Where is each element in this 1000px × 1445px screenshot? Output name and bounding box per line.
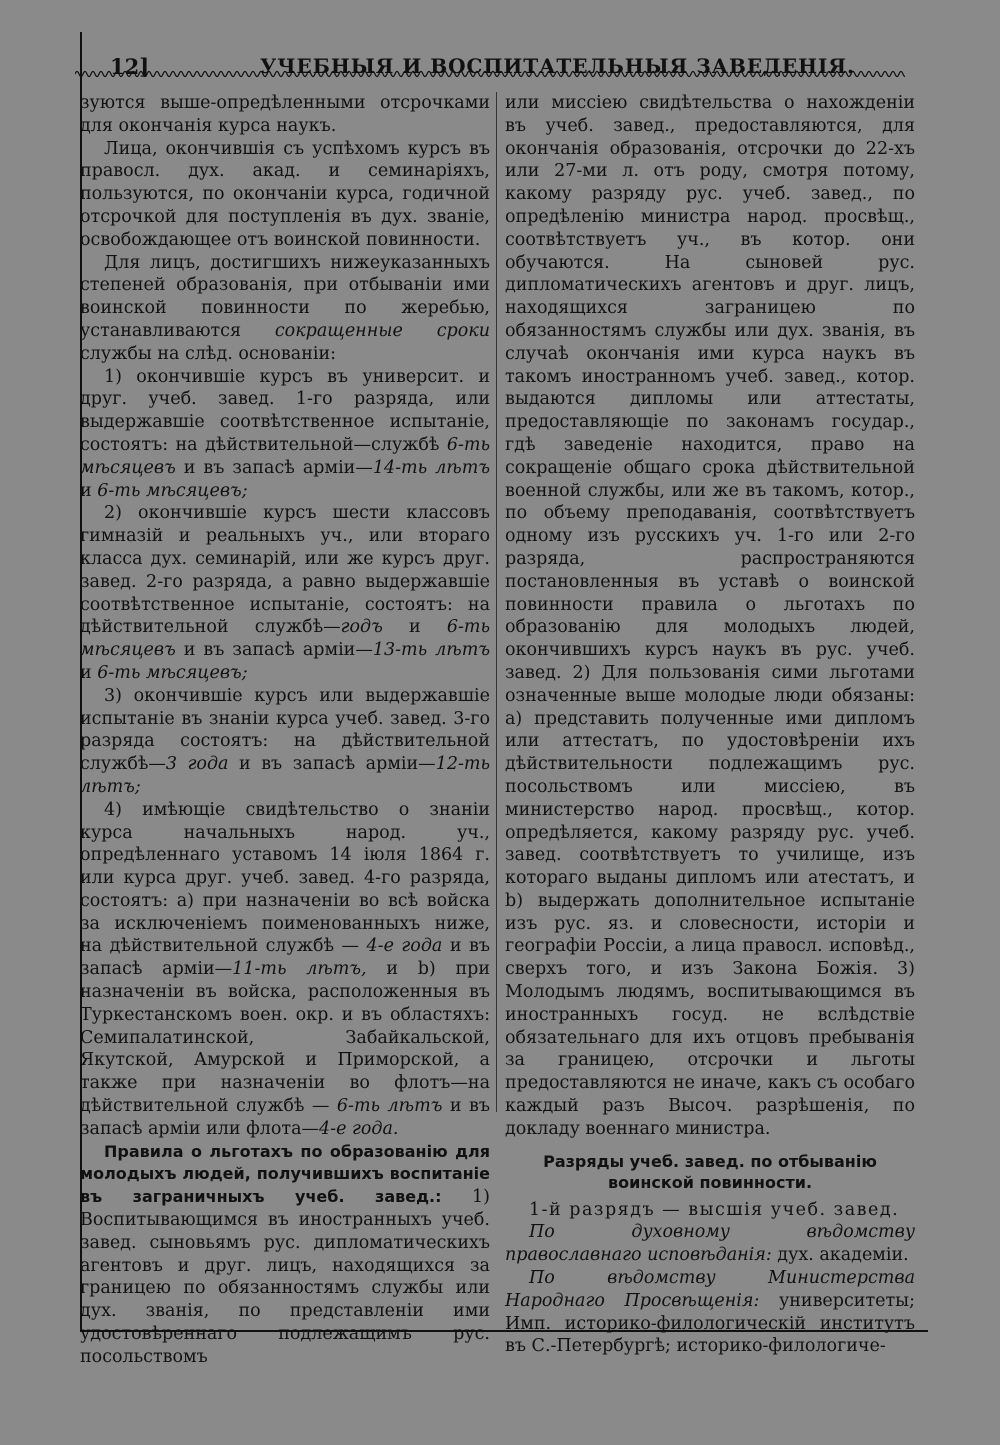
right-column bbox=[505, 92, 915, 1358]
paragraph: 1) окончившіе курсъ въ университ. и друг. учеб. завед. 1-го разряда, или выдержавшіе соотвѣтственное испытаніе, состоятъ: на дѣйствительной—службѣ 6-ть мѣсяцевъ и въ запасѣ арміи—14-ть лѣтъ и 6-ть мѣсяцевъ; bbox=[80, 366, 490, 501]
paragraph: 2) окончившіе курсъ шести классовъ гимназій и реальныхъ уч., или втораго класса дух. семинарій, или же курсъ друг. завед. 2-го разряда, а равно выдержавшіе соотвѣтственное испытаніе, состоятъ: на дѣйствительной службѣ—годъ и 6-ть мѣсяцевъ и въ запасѣ арміи—13-ть лѣтъ и 6-ть мѣсяцевъ; bbox=[80, 503, 490, 683]
section-heading: Разряды учеб. завед. по отбыванію воинской повинности. bbox=[543, 1151, 877, 1192]
paragraph: 1-й разрядъ — высшія учеб. завед. bbox=[529, 1199, 900, 1220]
paragraph: Для лицъ, достигшихъ нижеуказанныхъ степеней образованія, при отбываніи ими воинской повинности по жеребью, устанавливаются сокращенные сроки службы на слѣд. основаніи: bbox=[80, 252, 490, 364]
paragraph: По вѣдомству Министерства Народнаго Просвѣщенія: университеты; Имп. историко-филологическій институтъ въ С.-Петербургѣ; историко-филологиче- bbox=[505, 1268, 915, 1357]
paragraph: Правила о льготахъ по образованію для молодыхъ людей, получившихъ воспитаніе въ заграничныхъ учеб. завед.: 1) Воспитывающимся въ иностранныхъ учеб. завед. сыновьямъ рус. дипломатическихъ агентовъ и друг. лицъ, находящихся за границею по обязанностямъ службы или дух. званія, по представленіи ими удостовѣреннаго подлежащимъ рус. посольствомъ bbox=[80, 1141, 490, 1367]
column-divider bbox=[496, 92, 497, 1112]
paragraph: зуются выше-опредѣленными отсрочками для окончанія курса наукъ. bbox=[80, 93, 490, 136]
page-number: 12] bbox=[110, 54, 150, 79]
left-column bbox=[80, 92, 490, 1369]
wavy-rule bbox=[75, 66, 905, 82]
paragraph: 4) имѣющіе свидѣтельство о знаніи курса начальныхъ народ. уч., опредѣленнаго уставомъ 14 іюля 1864 г. или курса друг. учеб. завед. 4-го разряда, состоятъ: а) при назначеніи во всѣ войска за исключеніемъ поименованныхъ ниже, на дѣйствительной службѣ — 4-е года и въ запасѣ арміи—11-ть лѣтъ, и b) при назначеніи въ войска, расположенныя въ Туркестанскомъ воен. окр. и въ областяхъ: Семипалатинской, Забайкальской, Якутской, Амурской и Приморской, а также при назначеніи во флотъ—на дѣйствительной службѣ — 6-ть лѣтъ и въ запасѣ арміи или флота—4-е года. bbox=[80, 799, 490, 1139]
paragraph: или миссіею свидѣтельства о нахожденіи въ учеб. завед., предоставляются, для окончанія образованія, отсрочки до 22-хъ или 27-ми л. отъ роду, смотря потому, какому разряду рус. учеб. завед., по опредѣленію министра народ. просвѣщ., соотвѣтствуетъ уч., въ котор. они обучаются. На сыновей рус. дипломатическихъ агентовъ и друг. лицъ, находящихся заграницею по обязанностямъ службы или дух. званія, въ случаѣ окончанія ими курса наукъ въ такомъ иностранномъ учеб. завед., котор. выдаются дипломы или аттестаты, предоставляющіе по законамъ государ., гдѣ заведеніе находится, право на сокращеніе общаго срока дѣйствительной военной службы, или же въ такомъ, котор., по объему преподаванія, соотвѣтствуетъ одному изъ русскихъ уч. 1-го или 2-го разряда, распространяются постановленныя въ уставѣ о воинской повинности правила о льготахъ по образованію для молодыхъ людей, окончившихъ курсъ наукъ въ рус. учеб. завед. 2) Для пользованія сими льготами означенные выше молодые люди обязаны: а) представить полученные ими дипломъ или аттестатъ, по удостовѣреніи ихъ дѣйствительности подлежащимъ рус. посольствомъ или миссіею, въ министерство народ. просвѣщ., котор. опредѣляется, какому разряду рус. учеб. завед. соотвѣтствуетъ то училище, изъ котораго выданы дипломъ или атестатъ, и b) выдержать дополнительное испытаніе изъ рус. яз. и словесности, исторіи и географіи Россіи, а лица правосл. исповѣд., сверхъ того, и изъ Закона Божія. 3) Молодымъ людямъ, воспитывающимся въ иностранныхъ госуд. не вслѣдствіе обязательнаго для ихъ отцовъ пребыванія за границею, отсрочки и льготы предоставляются не иначе, какъ съ особаго каждый разъ Высоч. разрѣшенія, по докладу военнаго министра. bbox=[505, 93, 915, 1139]
running-title: УЧЕБНЫЯ И ВОСПИТАТЕЛЬНЫЯ ЗАВЕДЕНІЯ. bbox=[260, 54, 855, 78]
rules-heading: Правила о льготахъ по образованію для молодыхъ людей, получившихъ воспитаніе въ заграничныхъ учеб. завед.: bbox=[80, 1141, 490, 1207]
paragraph: Лица, окончившія съ успѣхомъ курсъ въ правосл. дух. акад. и семинаріяхъ, пользуются, по окончаніи курса, годичной отсрочкой для поступленія въ дух. званіе, освобождающее отъ воинской повинности. bbox=[80, 138, 490, 250]
paragraph: 3) окончившіе курсъ или выдержавшіе испытаніе въ знаніи курса учеб. завед. 3-го разряда состоятъ: на дѣйствительной службѣ—3 года и въ запасѣ арміи—12-ть лѣтъ; bbox=[80, 685, 490, 797]
paragraph: По духовному вѣдомству православнаго исповѣданія: дух. академіи. bbox=[505, 1222, 915, 1266]
